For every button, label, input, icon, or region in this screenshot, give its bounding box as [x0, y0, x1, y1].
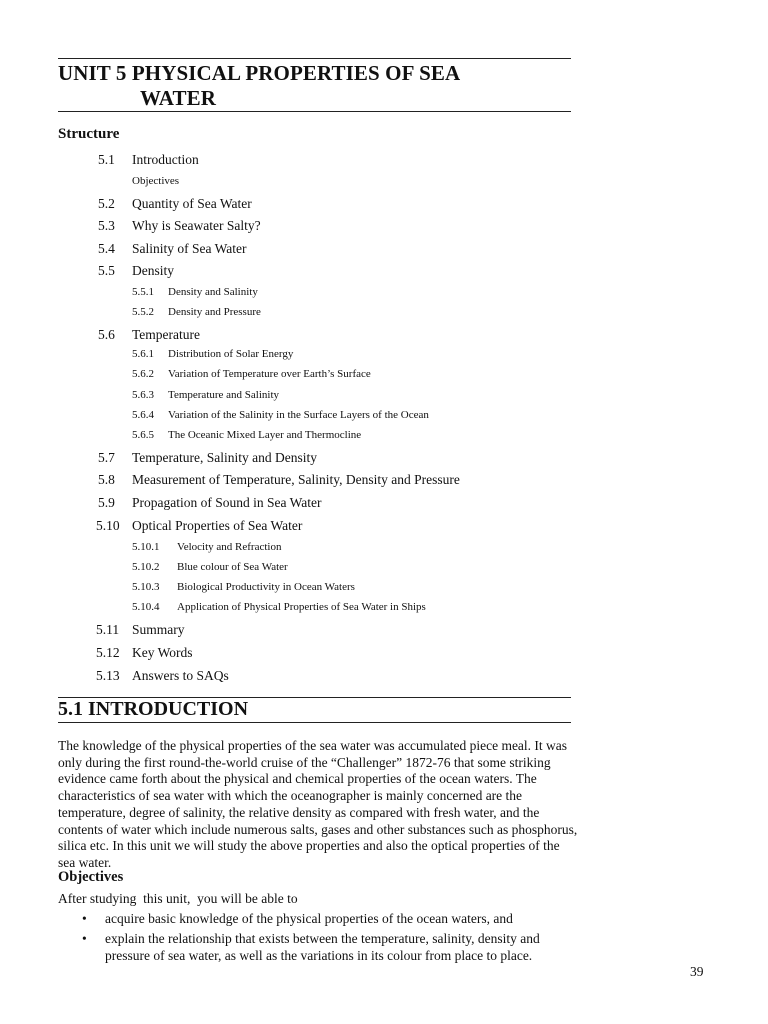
toc-label: Density: [132, 263, 174, 278]
toc-label: Application of Physical Properties of Sea Water in Ships: [177, 601, 426, 613]
toc-number: 5.7: [98, 450, 115, 465]
toc-number: 5.5: [98, 263, 115, 278]
toc-label: Temperature: [132, 327, 201, 342]
toc-number: 5.3: [98, 218, 115, 233]
toc-number: 5.6.1: [132, 348, 154, 360]
toc-label: Blue colour of Sea Water: [177, 561, 288, 573]
toc-number: 5.2: [98, 196, 115, 211]
toc-number: 5.10.2: [132, 561, 160, 573]
toc-label: Propagation of Sound in Sea Water: [132, 495, 322, 510]
objective-item: explain the relationship that exists between the temperature, salinity, density and pressure of sea water, as well as the variations in its colour from place to place.: [105, 931, 540, 963]
toc-label: Density and Pressure: [168, 306, 261, 318]
toc-label: Temperature and Salinity: [168, 389, 280, 401]
toc-number: 5.10.4: [132, 601, 160, 613]
intro-paragraph: The knowledge of the physical properties of the sea water was accumulated piece meal. It was only during the first round-the-world cruise of the “Challenger” 1872-76 that some striking evidence came forth about the physical and chemical properties of the ocean waters. The characteristics of sea water with which the oceanographer is mainly concerned are the temperature, degree of salinity, the relative density as compared with fresh water, and the contents of water which include numerous salts, gases and other substances such as phosphorus, silica etc. In this unit we will study the above properties and also the optical properties of the sea water.: [58, 738, 578, 870]
section-bottom-rule: [58, 722, 571, 723]
toc-label: Why is Seawater Salty?: [132, 218, 261, 233]
toc-number: 5.6.3: [132, 389, 154, 401]
toc-label: Salinity of Sea Water: [132, 241, 247, 256]
objectives-heading: Objectives: [58, 869, 124, 885]
toc-label: Biological Productivity in Ocean Waters: [177, 581, 355, 593]
toc-number: 5.1: [98, 152, 115, 167]
page-number: 39: [690, 964, 704, 979]
section-heading: 5.1 INTRODUCTION: [58, 698, 249, 720]
objective-item: acquire basic knowledge of the physical properties of the ocean waters, and: [105, 911, 513, 926]
toc-label: Introduction: [132, 152, 199, 167]
toc-entry: Objectives: [132, 175, 180, 187]
toc-label: Measurement of Temperature, Salinity, Density and Pressure: [132, 472, 460, 487]
toc-label: Temperature, Salinity and Density: [132, 450, 318, 465]
toc-label: Key Words: [132, 645, 193, 660]
toc-number: 5.5.1: [132, 286, 154, 298]
unit-title-line2: WATER: [140, 86, 216, 110]
toc-number: 5.10.3: [132, 581, 160, 593]
top-rule: [58, 58, 571, 59]
toc-number: 5.12: [96, 645, 120, 660]
unit-title: [58, 61, 460, 111]
toc-label: Quantity of Sea Water: [132, 196, 252, 211]
toc-number: 5.10.1: [132, 541, 160, 553]
title-bottom-rule: [58, 111, 571, 112]
toc-label: Answers to SAQs: [132, 668, 229, 683]
toc-label: Density and Salinity: [168, 286, 258, 298]
toc-number: 5.9: [98, 495, 115, 510]
toc-label: Summary: [132, 622, 185, 637]
toc-number: 5.11: [96, 622, 120, 637]
toc-number: 5.10: [96, 518, 120, 533]
objectives-intro: After studying this unit, you will be able to: [58, 891, 298, 906]
bullet-icon: •: [82, 931, 87, 946]
toc-number: 5.6.5: [132, 429, 154, 441]
toc-number: 5.8: [98, 472, 115, 487]
toc-number: 5.6.2: [132, 368, 154, 380]
toc-label: Variation of the Salinity in the Surface Layers of the Ocean: [168, 409, 429, 421]
toc-label: Variation of Temperature over Earth’s Surface: [168, 368, 371, 380]
toc-label: Distribution of Solar Energy: [168, 348, 294, 360]
bullet-icon: •: [82, 911, 87, 926]
toc-label: The Oceanic Mixed Layer and Thermocline: [168, 429, 362, 441]
toc-number: 5.6.4: [132, 409, 154, 421]
toc-number: 5.6: [98, 327, 115, 342]
toc-label: Optical Properties of Sea Water: [132, 518, 303, 533]
toc-number: 5.5.2: [132, 306, 154, 318]
toc-number: 5.4: [98, 241, 115, 256]
unit-title-line1: UNIT 5 PHYSICAL PROPERTIES OF SEA: [58, 61, 461, 85]
structure-heading: Structure: [58, 126, 120, 142]
toc-label: Velocity and Refraction: [177, 541, 282, 553]
toc-number: 5.13: [96, 668, 120, 683]
